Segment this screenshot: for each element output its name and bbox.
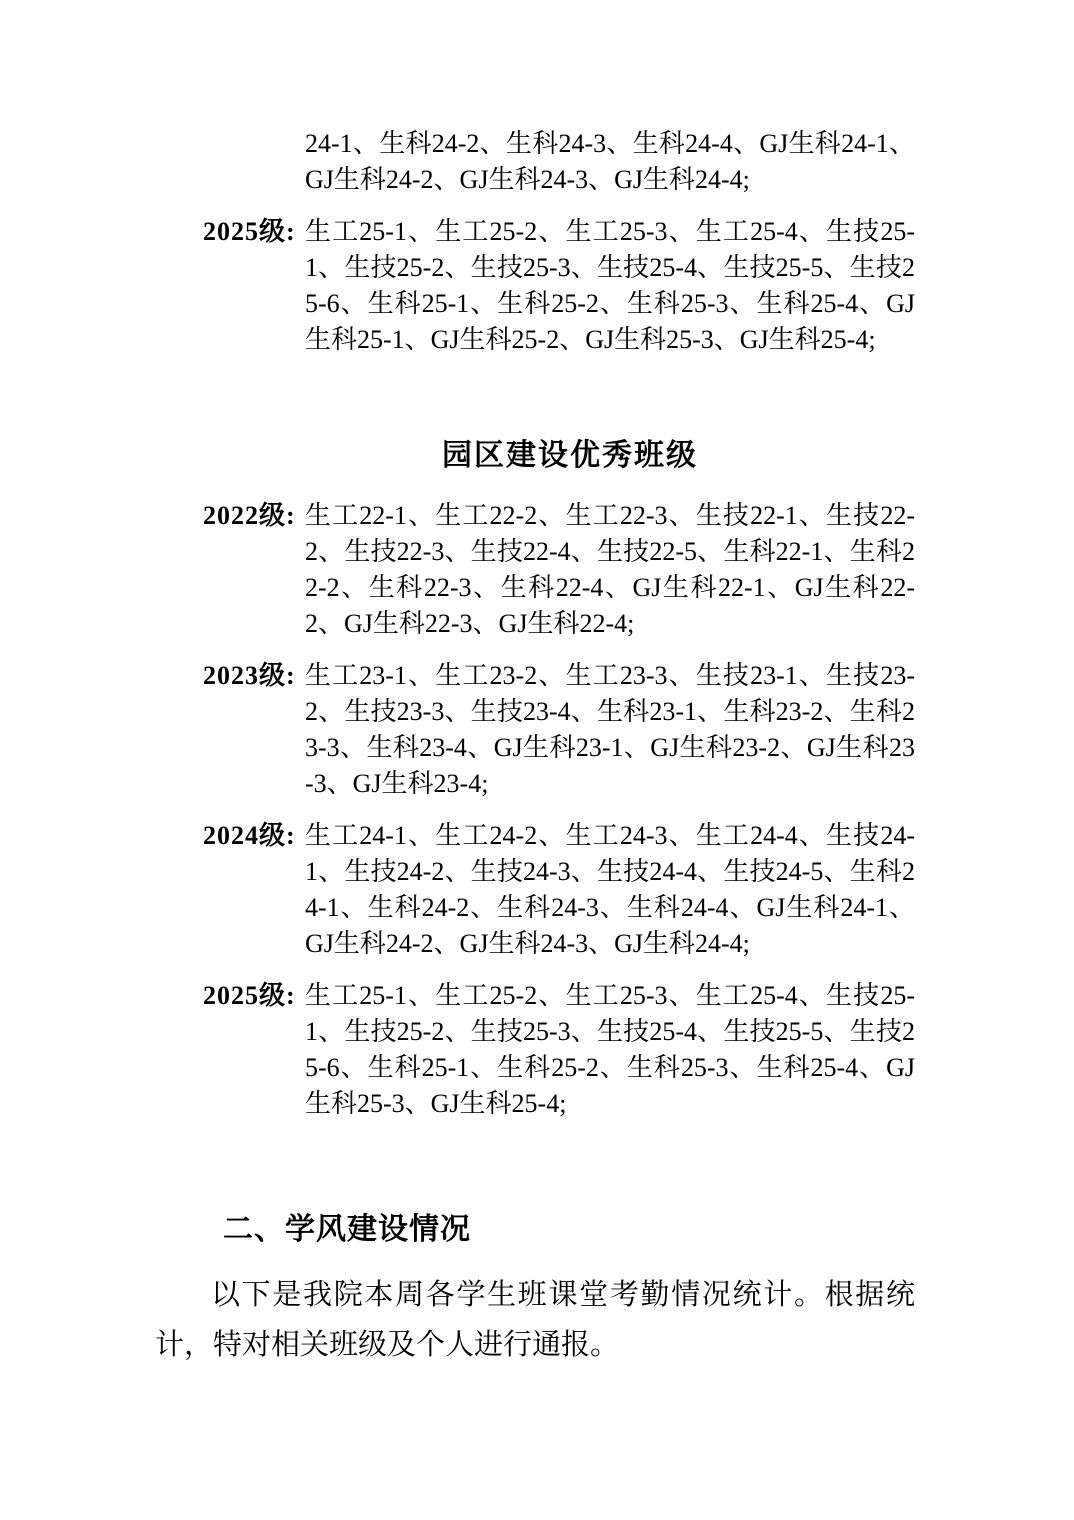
entry-grade-2023 bbox=[203, 658, 915, 802]
grade-class-list: 生工23-1、生工23-2、生工23-3、生技23-1、生技23-2、生技23-3、生技23-4、生科23-1、生科23-2、生科23-3、生科23-4、GJ生科23-1、GJ生科23-2、GJ生科23-3、GJ生科23-4; bbox=[305, 661, 915, 798]
grade-label: 2023级: bbox=[203, 661, 296, 690]
entry-grade-2025-first bbox=[203, 214, 915, 358]
grade-label: 2022级: bbox=[203, 501, 296, 530]
entry-grade-2022 bbox=[203, 498, 915, 642]
grade-label: 2025级: bbox=[203, 217, 296, 246]
grade-label: 2025级: bbox=[203, 981, 296, 1010]
award-section-title: 园区建设优秀班级 bbox=[442, 439, 698, 472]
entry-grade-2024 bbox=[203, 818, 915, 962]
entry-continuation bbox=[203, 126, 915, 198]
section-heading-study-style: 二、学风建设情况 bbox=[223, 1213, 471, 1246]
grade-class-list: 生工25-1、生工25-2、生工25-3、生工25-4、生技25-1、生技25-2、生技25-3、生技25-4、生技25-5、生技25-6、生科25-1、生科25-2、生科25-3、生科25-4、GJ生科25-1、GJ生科25-2、GJ生科25-3、GJ生科25-4; bbox=[305, 217, 915, 354]
grade-class-list: 生工25-1、生工25-2、生工25-3、生工25-4、生技25-1、生技25-2、生技25-3、生技25-4、生技25-5、生技25-6、生科25-1、生科25-2、生科25-3、生科25-4、GJ生科25-3、GJ生科25-4; bbox=[305, 981, 915, 1118]
continuation-class-list: 24-1、生科24-2、生科24-3、生科24-4、GJ生科24-1、GJ生科24-2、GJ生科24-3、GJ生科24-4; bbox=[305, 129, 915, 194]
grade-class-list: 生工24-1、生工24-2、生工24-3、生工24-4、生技24-1、生技24-2、生技24-3、生技24-4、生技24-5、生科24-1、生科24-2、生科24-3、生科24-4、GJ生科24-1、GJ生科24-2、GJ生科24-3、GJ生科24-4; bbox=[305, 821, 915, 958]
grade-class-list: 生工22-1、生工22-2、生工22-3、生技22-1、生技22-2、生技22-3、生技22-4、生技22-5、生科22-1、生科22-2、生科22-3、生科22-4、GJ生科22-1、GJ生科22-2、GJ生科22-3、GJ生科22-4; bbox=[305, 501, 915, 638]
body-paragraph: 以下是我院本周各学生班课堂考勤情况统计。根据统计，特对相关班级及个人进行通报。 bbox=[155, 1279, 915, 1361]
grade-label: 2024级: bbox=[203, 821, 296, 850]
entry-grade-2025-second bbox=[203, 978, 915, 1122]
